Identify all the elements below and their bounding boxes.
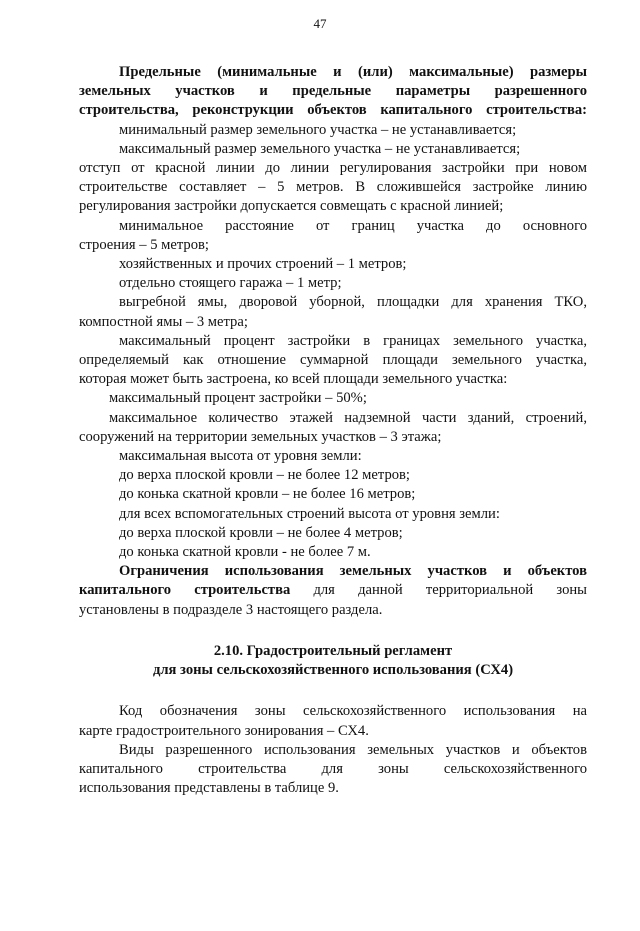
max-coverage: максимальный процент застройки – 50%;: [109, 390, 367, 407]
params-heading-line-2: земельных участков и предельные параметры разрешенного: [79, 83, 587, 100]
cesspit-line-1: выгребной ямы, дворовой уборной, площадки для хранения ТКО,: [119, 294, 587, 311]
auxiliary-height-title: для всех вспомогательных строений высота от уровня земли:: [119, 505, 500, 522]
aux-flat-roof-height: до верха плоской кровли – не более 4 метров;: [119, 524, 403, 541]
setback-line-3: регулирования застройки допускается совмещать с красной линией;: [79, 198, 504, 215]
section-heading-line-2: для зоны сельскохозяйственного использования (СХ4): [152, 662, 514, 679]
floors-line-1: максимальное количество этажей надземной части зданий, строений,: [109, 409, 587, 426]
section-heading: [79, 642, 587, 680]
zone-code-line-2: карте градостроительного зонирования – СХ4.: [79, 722, 369, 739]
restrictions-rest-part: для данной территориальной зоны: [290, 582, 587, 599]
restrictions-bold-part: капитального строительства: [79, 582, 291, 599]
max-height-title: максимальная высота от уровня земли:: [119, 448, 362, 465]
restrictions-line-3: установлены в подразделе 3 настоящего раздела.: [79, 601, 383, 618]
params-heading-line-3: строительства, реконструкции объектов капитального строительства:: [79, 102, 587, 119]
page-content: [79, 63, 587, 798]
permitted-use-line-1: Виды разрешенного использования земельных участков и объектов: [119, 741, 587, 758]
page-number: 47: [313, 16, 327, 31]
coverage-def-line-3: которая может быть застроена, ко всей площади земельного участка:: [79, 371, 508, 388]
aux-pitched-roof-height: до конька скатной кровли - не более 7 м.: [119, 544, 371, 561]
coverage-def-line-2: определяемый как отношение суммарной площади земельного участка,: [79, 352, 587, 369]
permitted-use-line-2: капитального строительства для зоны сельскохозяйственного: [79, 760, 587, 777]
section-heading-line-1: 2.10. Градостроительный регламент: [213, 642, 453, 659]
cesspit-line-2: компостной ямы – 3 метра;: [79, 313, 248, 330]
restrictions-line-1: Ограничения использования земельных участков и объектов: [119, 563, 587, 580]
setback-line-2: строительстве составляет – 5 метров. В сложившейся застройке линию: [79, 179, 587, 196]
restrictions-line-2: [79, 581, 587, 600]
min-distance-line-1: минимальное расстояние от границ участка до основного: [119, 217, 587, 234]
params-heading-line-1: Предельные (минимальные и (или) максимальные) размеры: [119, 64, 587, 80]
floors-line-2: сооружений на территории земельных участков – 3 этажа;: [79, 428, 442, 445]
garage-distance: отдельно стоящего гаража – 1 метр;: [119, 275, 342, 292]
max-plot-size: максимальный размер земельного участка – не устанавливается;: [119, 140, 521, 157]
flat-roof-height: до верха плоской кровли – не более 12 метров;: [119, 467, 410, 484]
permitted-use-line-3: использования представлены в таблице 9.: [79, 780, 339, 797]
min-plot-size: минимальный размер земельного участка – не устанавливается;: [119, 121, 517, 138]
zone-code-line-1: Код обозначения зоны сельскохозяйственного использования на: [119, 703, 587, 720]
setback-line-1: отступ от красной линии до линии регулирования застройки при новом: [79, 160, 587, 177]
outbuildings-distance: хозяйственных и прочих строений – 1 метров;: [119, 256, 407, 273]
spacer: [79, 680, 587, 702]
min-distance-line-2: строения – 5 метров;: [79, 236, 209, 253]
pitched-roof-height: до конька скатной кровли – не более 16 метров;: [119, 486, 416, 503]
coverage-def-line-1: максимальный процент застройки в границах земельного участка,: [119, 332, 587, 349]
